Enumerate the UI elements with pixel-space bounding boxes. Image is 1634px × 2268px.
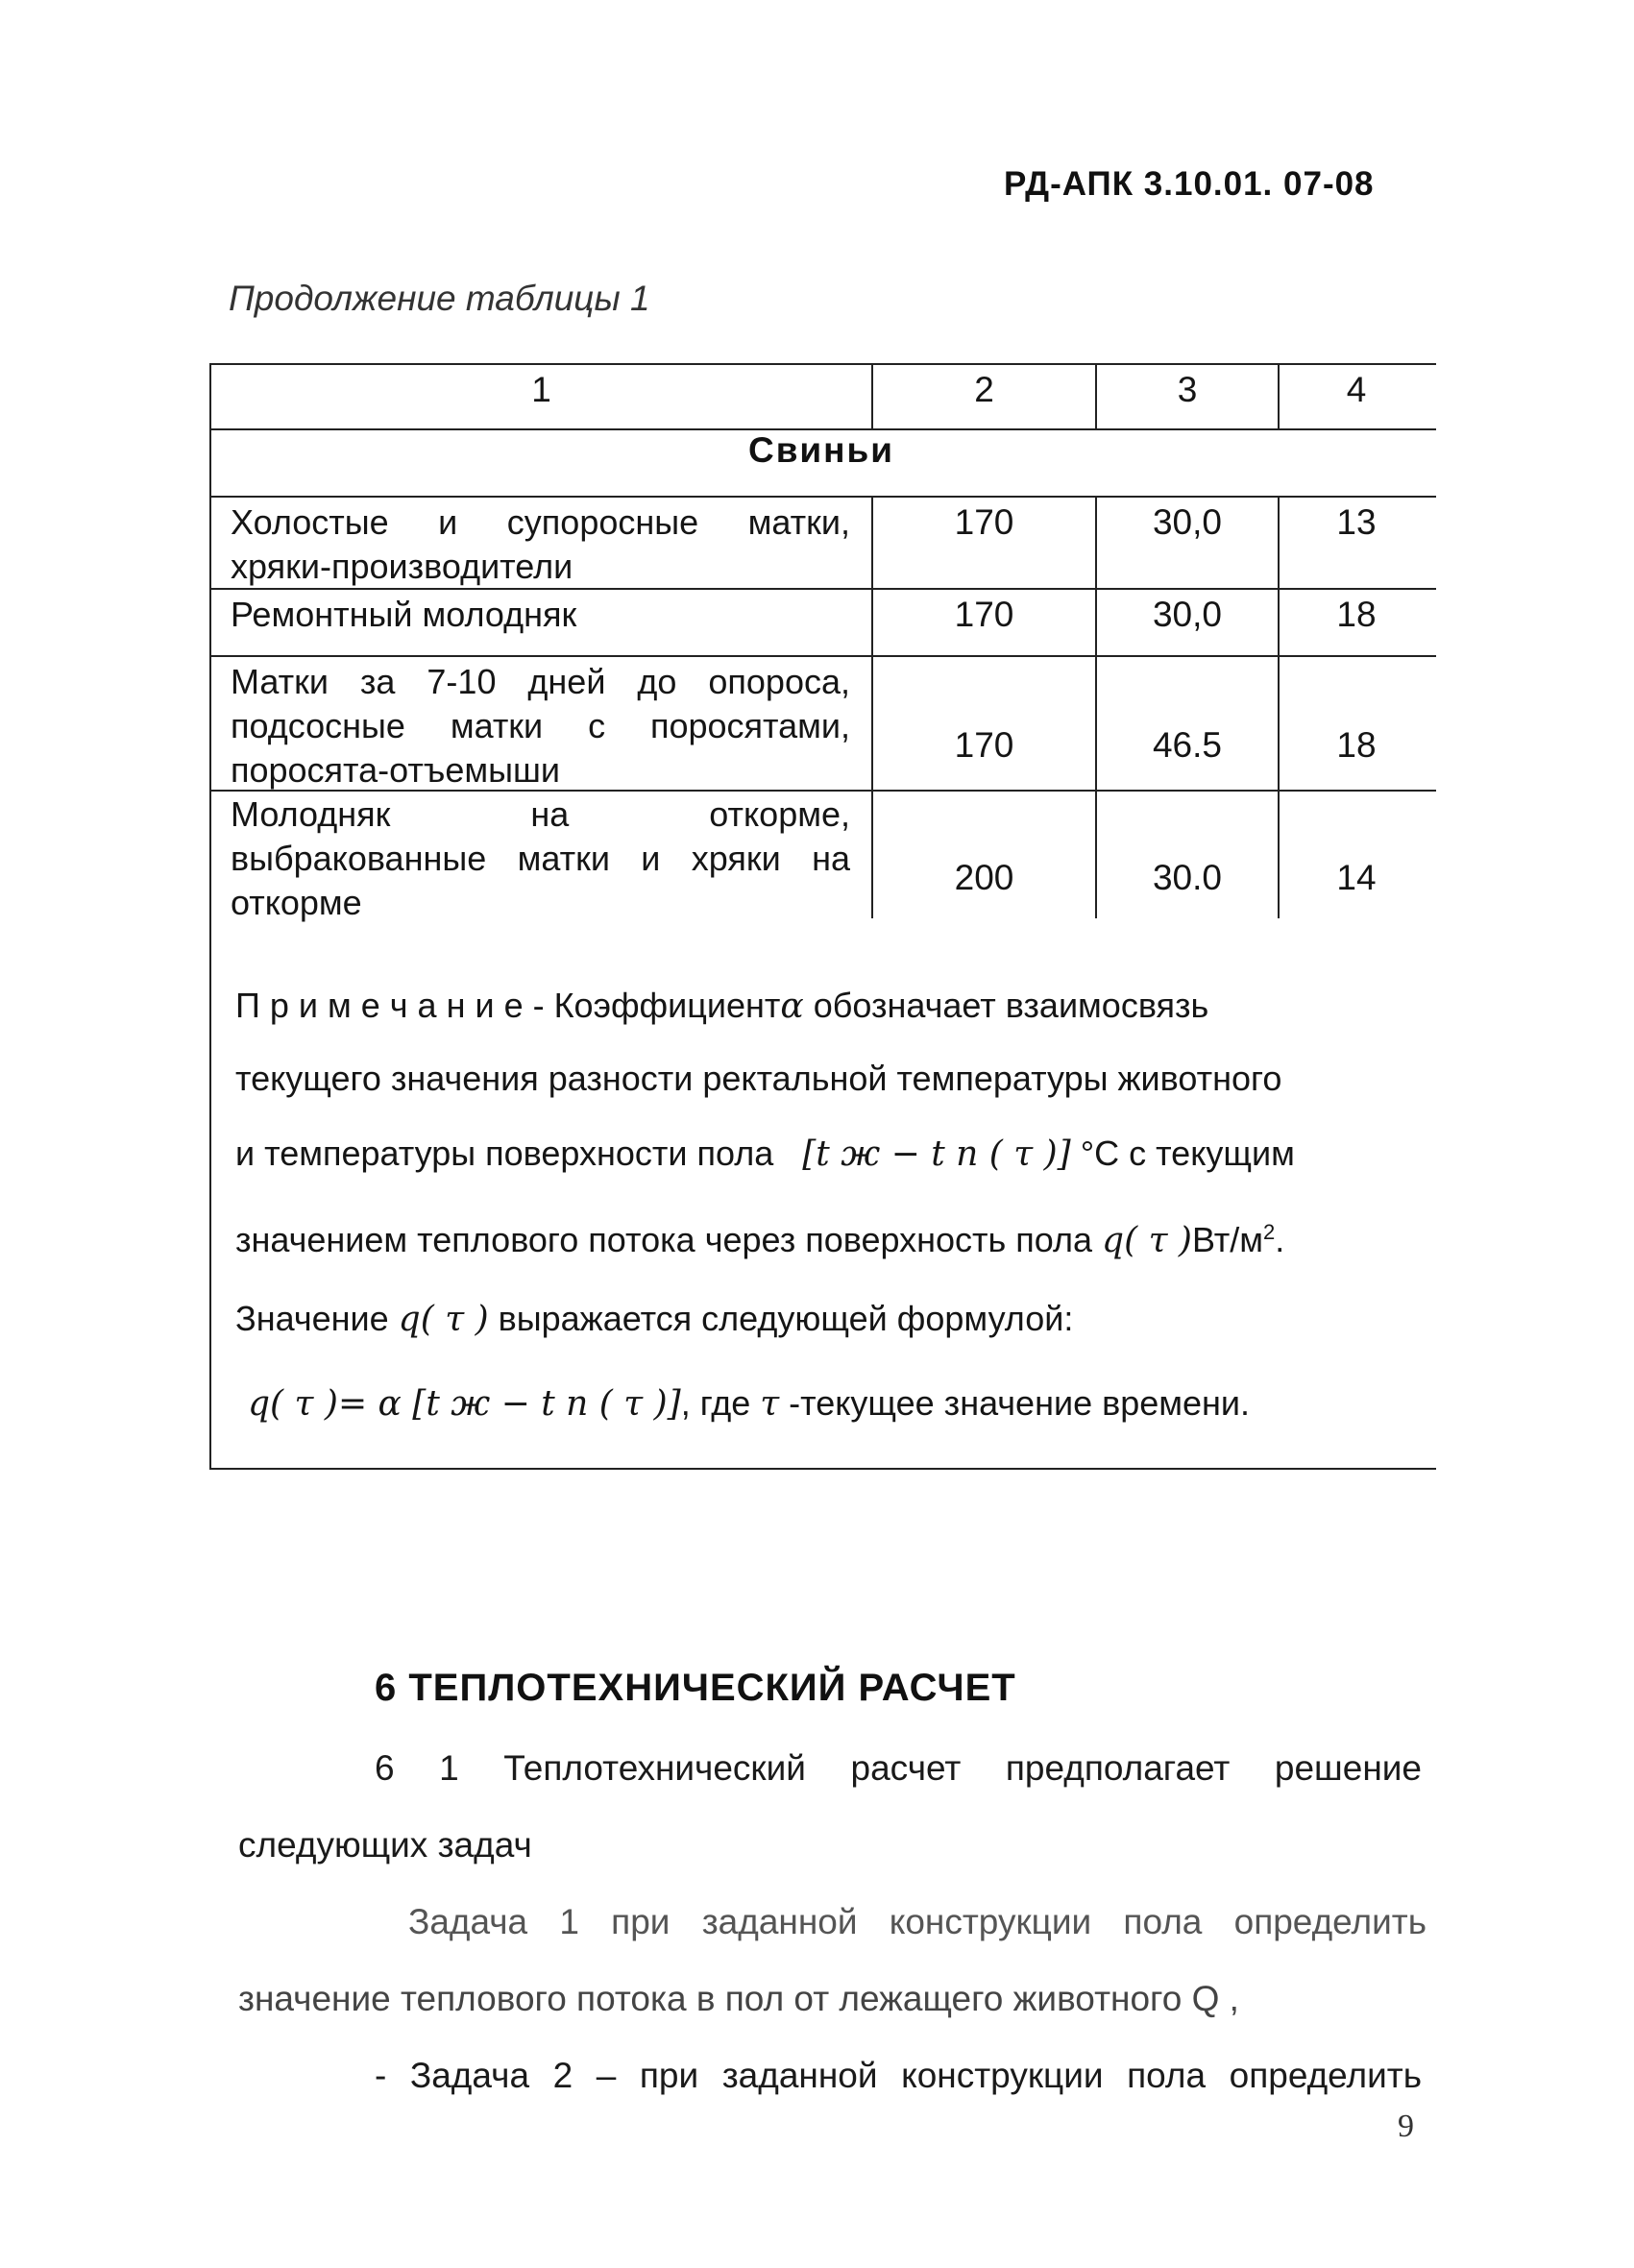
- table-top-border: [209, 363, 1436, 365]
- col1-divider-header: [871, 363, 873, 428]
- note-line: П р и м е ч а н и е - Коэффициентα обозначает взаимосвязь: [235, 986, 1209, 1026]
- page-number: 9: [1398, 2109, 1414, 2144]
- temperature-difference-formula: [t ж − t п ( τ )]: [802, 1134, 1071, 1174]
- note-line: q( τ )= α [t ж − t п ( τ )], где τ -текущее значение времени.: [248, 1383, 1251, 1424]
- row-label-line: поросята-отъемыши: [231, 750, 561, 790]
- row-label-line: Матки за 7-10 дней до опороса,: [231, 662, 850, 701]
- row-value-col2: 170: [954, 595, 1014, 634]
- row-value-col2: 170: [954, 725, 1014, 765]
- col1-divider-body: [871, 496, 873, 918]
- row-label-line: откорме: [231, 883, 362, 922]
- task-line: Задача 1 при заданной конструкции пола определить: [408, 1902, 1427, 1941]
- row-label-line: Ремонтный молодняк: [231, 595, 577, 634]
- col2-divider-header: [1095, 363, 1097, 428]
- col3-divider-header: [1278, 363, 1280, 428]
- row-value-col3: 30,0: [1152, 502, 1222, 542]
- row-value-col2: 200: [954, 858, 1014, 897]
- column-header-3: 3: [1177, 370, 1198, 409]
- task-line: - Задача 2 – при заданной конструкции пола определить: [375, 2056, 1422, 2095]
- column-header-4: 4: [1346, 370, 1367, 409]
- row-value-col4: 14: [1336, 858, 1377, 897]
- row-label-line: выбракованные матки и хряки на: [231, 839, 850, 878]
- col2-divider-body: [1095, 496, 1097, 918]
- row1-bottom-border: [209, 588, 1436, 590]
- row-value-col4: 13: [1336, 502, 1377, 542]
- column-header-1: 1: [531, 370, 551, 409]
- note-line: значением теплового потока через поверхность пола q( τ )$Вт/м^2$.: [235, 1220, 1285, 1260]
- row-value-col3: 30.0: [1152, 858, 1222, 897]
- row-label-line: подсосные матки с поросятами,: [231, 706, 850, 745]
- row-value-col2: 170: [954, 502, 1014, 542]
- group-bottom-border: [209, 496, 1436, 498]
- section-title: 6 ТЕПЛОТЕХНИЧЕСКИЙ РАСЧЕТ: [375, 1667, 1016, 1709]
- table-bottom-border: [209, 1468, 1436, 1470]
- row-label-line: хряки-производители: [231, 547, 573, 586]
- note-line: текущего значения разности ректальной температуры животного: [235, 1059, 1282, 1098]
- table-left-border: [209, 363, 211, 1468]
- heat-flux-formula: q( τ )= α [t ж − t п ( τ )]: [248, 1384, 681, 1424]
- header-bottom-border: [209, 428, 1436, 430]
- row-label-line: Холостые и супоросные матки,: [231, 502, 850, 542]
- row-value-col3: 46.5: [1152, 725, 1222, 765]
- column-header-2: 2: [974, 370, 994, 409]
- table-continuation-label: Продолжение таблицы 1: [229, 279, 650, 318]
- row-value-col4: 18: [1336, 725, 1377, 765]
- row-value-col3: 30,0: [1152, 595, 1222, 634]
- paragraph-line: следующих задач: [238, 1825, 532, 1865]
- row2-bottom-border: [209, 655, 1436, 657]
- row-label-line: Молодняк на откорме,: [231, 794, 850, 834]
- note-line: и температуры поверхности пола [t ж − t п ( τ )] °С с текущим: [235, 1134, 1295, 1174]
- paragraph-line: 6 1 Теплотехнический расчет предполагает решение: [375, 1748, 1422, 1788]
- row3-bottom-border: [209, 790, 1436, 792]
- group-heading: Свиньи: [747, 430, 895, 470]
- col3-divider-body: [1278, 496, 1280, 918]
- row-value-col4: 18: [1336, 595, 1377, 634]
- document-code: РД-АПК 3.10.01. 07-08: [1004, 165, 1375, 203]
- note-line: Значение q( τ ) выражается следующей формулой:: [235, 1299, 1074, 1339]
- task-line: значение теплового потока в пол от лежащего животного Q ,: [238, 1979, 1239, 2018]
